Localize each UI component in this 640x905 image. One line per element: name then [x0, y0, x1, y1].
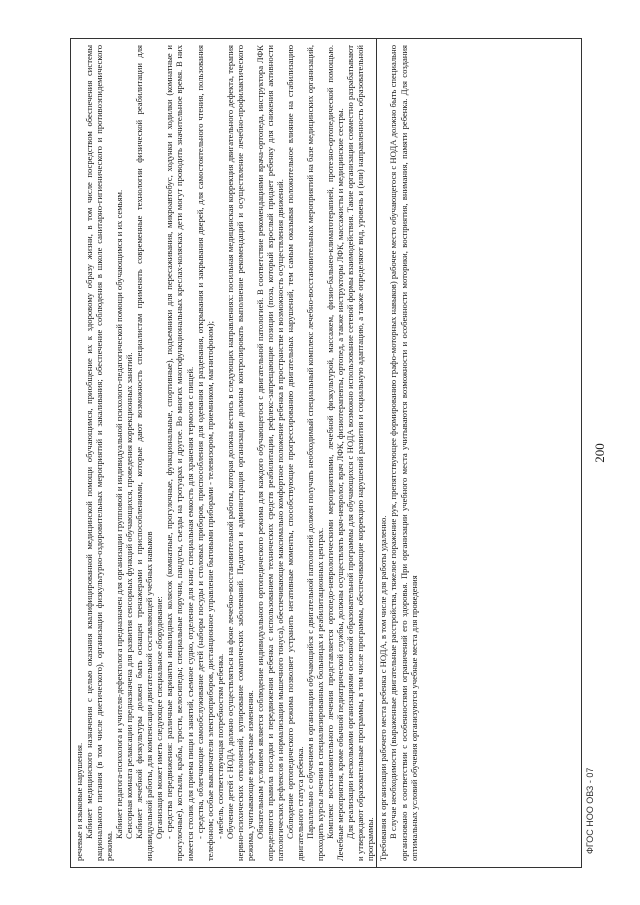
rotated-page — [70, 38, 610, 868]
paragraph: Кабинет лечебной физкультуры должен быть оснащен тренажерами и приспособлениями, которые дают возможность специалистам применять современные технологии физической реабилитации для индивидуальной работы, для компенсации двигательной составляющей учебных навыков — [134, 45, 155, 861]
paragraph: Соблюдение ортопедического режима позволяет устранить негативные моменты, способствующие прогрессированию двигательных нарушений, тем самым оказывая положительное влияние на стабилизацию двигательного статуса ребенка. — [284, 45, 306, 861]
paragraph: Комплекс восстановительного лечения представляется ортопедо-неврологическими мероприятиями, лечебной физкультурой, массажем, физио-бальнео-климатотерапией, протезно-ортопедической помощью. Лечебные мероприятия, кроме обычной педиатрической службы, должны осуществлять врач-невролог, врач ЛФК, физиотерапевты, ортопед, а также инструкторы ЛФК, массажисты и медицинские сестры. — [325, 45, 346, 861]
paragraph: Для реализации несколькими организациями основной образовательной программы для обучающихся с НОДА возможно использование сетевой формы взаимодействия. Такие организации совместно разрабатывают и утверждают образовательные программы, в том числе программы, обеспечивающие коррекцию нарушений развития и социальную адаптацию, а также определяют вид, уровень и (или) направленность образовательной программы. — [345, 45, 376, 861]
paragraph: Кабинет медицинского назначения с целью оказания квалифицированной медицинской помощи обучающимся, приобщение их к здоровому образу жизни, в том числе посредством обеспечения системы рационального питания (в том числе диетического), организации физкультурно-оздоровительных мероприятий и закаливания; обеспечение соблюдения в школе санитарно-гигиенического и противоэпидемического режима. — [84, 45, 115, 861]
paragraph: Организация может иметь следующее специальное оборудование: — [154, 596, 165, 839]
paragraph: речевые и языковые нарушения. — [74, 742, 84, 861]
page-number: 200 — [592, 443, 607, 463]
document-table — [70, 38, 582, 868]
paragraph: Обязательным условием является соблюдение индивидуального ортопедического режима для каждого обучающегося с двигательной патологией. В соответствие рекомендациями врача-ортопеда, инструктора ЛФК определяются правила посадки и передвижения ребенка с использованием технических средств реабилитации, рефлекс-запрещающие позиции (поза, который взрослый придает ребенку для снижения активности патологических рефлексов и нормализации мышечного тонуса), обеспечивающие максимально комфортное положение ребенка в пространстве и возможность осуществления движений. — [254, 45, 285, 861]
paragraph: Кабинет педагога-психолога и учителя-дефектолога предназначен для организации групповой и индивидуальной психолого-педагогической помощи обучающимся и их семьям. — [114, 189, 125, 839]
paragraph: Сенсорная комната релаксации предназначена для развития сенсорных функций обучающихся, проведения коррекционных занятий. — [124, 352, 135, 839]
paragraph: В случае необходимости (выраженные двигательные расстройства, тяжелое поражение рук, препятствующее формированию графо-моторных навыков) рабочее место обучающегося с НОДА должно быть специально организовано в соответствии с особенностями ограничений его здоровья. При организации учебного места учитываются возможности и особенности моторики, восприятия, внимания, памяти ребенка. Для создания оптимальных условий обучения организуются учебные места для проведения — [388, 45, 419, 861]
paragraph: Параллельно с обучением в организации обучающийся с двигательной патологией должен получать необходимый специальный комплекс лечебно-восстановительных мероприятий на базе медицинских организаций, проходить курсы лечения в специализированных больницах и реабилитационных центрах. — [305, 45, 326, 861]
paragraph: - мебель, соответствующая потребностям ребенка. — [214, 653, 225, 839]
requirements-cell — [74, 45, 375, 861]
paragraph: Обучение детей с НОДА должно осуществляться на фоне лечебно-восстановительной работы, которая должна вестись в следующих направлениях: посильная медицинская коррекция двигательного дефекта, терапия нервно-психических отклонений, купирование соматических заболеваний. Педагоги и администрация организации должны контролировать выполнение рекомендаций и осуществление лечебно-профилактического режима, учитывающие возрастные изменения. — [224, 45, 255, 861]
paragraph: - средства передвижения: различные варианты инвалидных колясок (комнатные, прогулочные, функциональные, спортивные), подъемники для пересаживания, микроавтобус, ходунки и ходилки (комнатные и прогулочные), костыли, крабы, трости, велосипеды; специальные поручни, пандусы, съезды на тротуарах и другое. Во многих многофункциональных креслах-колясках дети могут проводить значительное время. В них имеется столик для приема пищи и занятий, съемное судно, отделение для книг, специальная емкость для хранения термосов с пищей. — [164, 45, 195, 861]
table-row-divider — [376, 39, 377, 867]
document-code: ФГОС НОО ОВЗ - 07 — [585, 767, 595, 854]
paragraph: - средства, облегчающие самообслуживание детей (наборы посуды и столовых приборов, приспособления для одевания и раздевания, открывания и закрывания дверей, для самостоятельного чтения, пользования телефоном; особые выключатели электроприборов, дистанционное управление бытовыми приборами - телевизором, приемником, магнитофоном); — [194, 45, 215, 861]
workplace-requirements-cell — [378, 45, 418, 861]
paragraph: Требования к организации рабочего места ребенка с НОДА, в том числе для работы удаленно. — [378, 515, 389, 861]
